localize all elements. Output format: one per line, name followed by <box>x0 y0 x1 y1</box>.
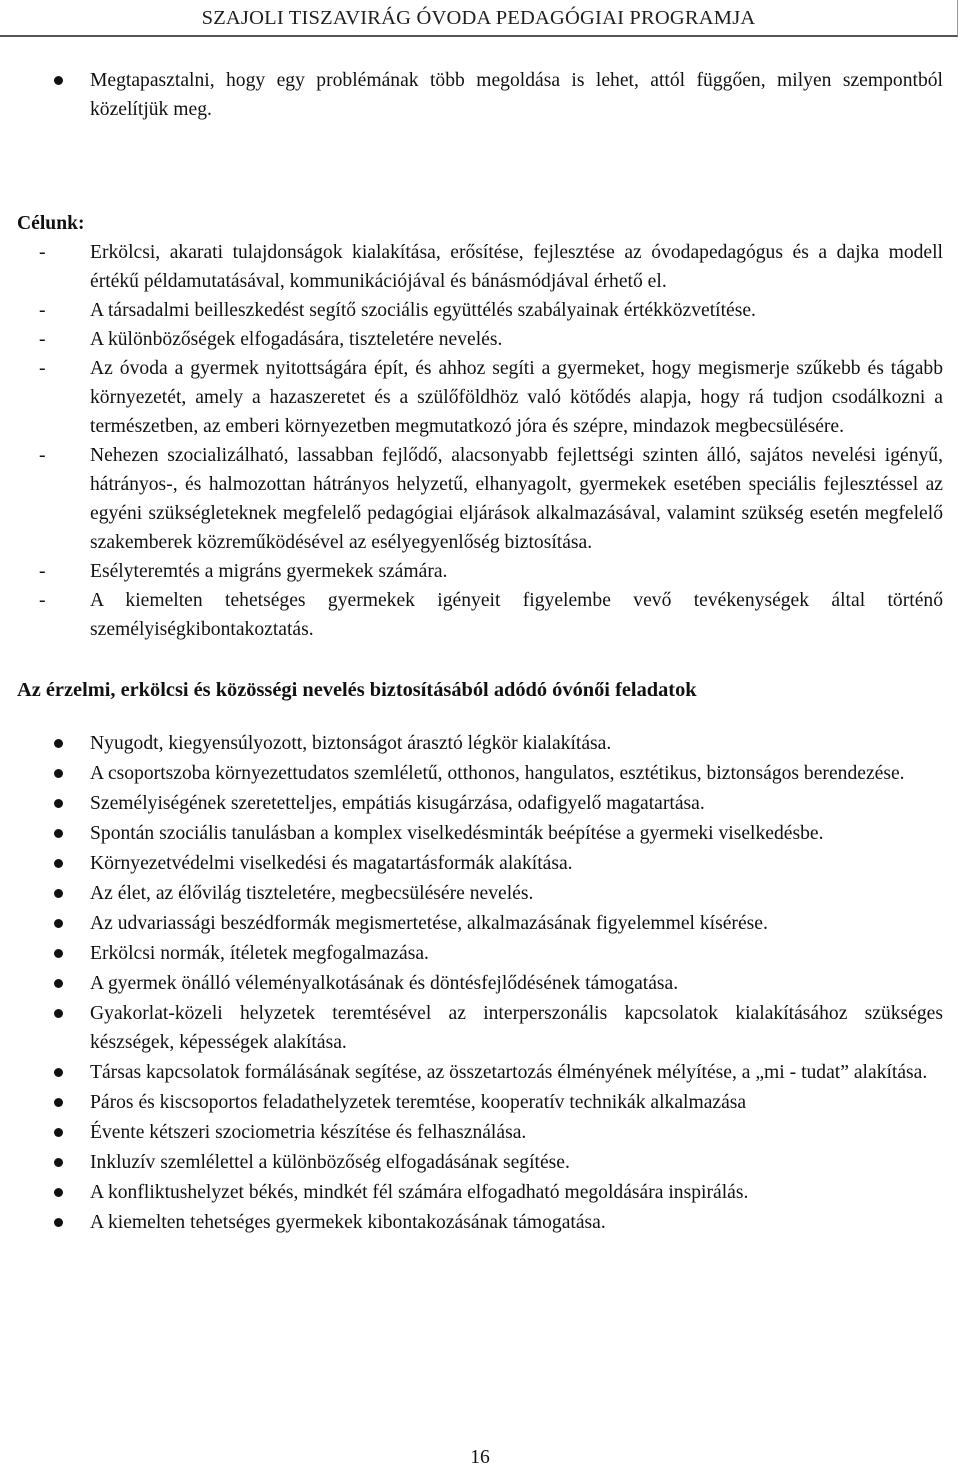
task-item: Gyakorlat-közeli helyzetek teremtésével az interperszonális kapcsolatok kialakításához szükséges készségek, képességek alakítása. <box>17 999 943 1057</box>
task-item: Inkluzív szemlélettel a különbözőség elfogadásának segítése. <box>17 1148 943 1177</box>
goal-item: - Nehezen szocializálható, lassabban fejlődő, alacsonyabb fejlettségi szinten álló, sajátos nevelési igényű, hátrányos-, és halmozottan hátrányos helyzetű, elhanyagolt, gyermekek esetében speciális fejlesztéssel az egyéni szükségleteknek megfelelő pedagógiai eljárások alkalmazásával, valamint szükség esetén megfelelő szakemberek közreműködésével az esélyegyenlőség biztosítása. <box>17 441 943 557</box>
task-item: A konfliktushelyzet békés, mindkét fél számára elfogadható megoldására inspirálás. <box>17 1178 943 1207</box>
intro-bullet-list <box>17 66 943 124</box>
goal-item: - A különbözőségek elfogadására, tiszteletére nevelés. <box>17 325 943 354</box>
goal-item: - Az óvoda a gyermek nyitottságára épít, és ahhoz segíti a gyermeket, hogy megismerje szűkebb és tágabb környezetét, amely a hazaszeretet és a szülőföldhöz való kötődés alapja, hogy rá tudjon csodálkozni a természetben, az emberi környezetben megmutatkozó jóra és szépre, mindazok megbecsülésére. <box>17 354 943 441</box>
document-title: SZAJOLI TISZAVIRÁG ÓVODA PEDAGÓGIAI PROGRAMJA <box>201 7 756 29</box>
task-item: Társas kapcsolatok formálásának segítése, az összetartozás élményének mélyítése, a „mi - tudat” alakítása. <box>17 1058 943 1087</box>
task-item: Erkölcsi normák, ítéletek megfogalmazása. <box>17 939 943 968</box>
task-item: Spontán szociális tanulásban a komplex viselkedésminták beépítése a gyermeki viselkedésbe. <box>17 819 943 848</box>
goal-item: - Esélyteremtés a migráns gyermekek számára. <box>17 557 943 586</box>
task-item: Az élet, az élővilág tiszteletére, megbecsülésére nevelés. <box>17 879 943 908</box>
tasks-list <box>17 729 943 1237</box>
task-item: Személyiségének szeretetteljes, empátiás kisugárzása, odafigyelő magatartása. <box>17 789 943 818</box>
task-item: A kiemelten tehetséges gyermekek kibontakozásának támogatása. <box>17 1208 943 1237</box>
task-item: Nyugodt, kiegyensúlyozott, biztonságot árasztó légkör kialakítása. <box>17 729 943 758</box>
page-content <box>17 66 943 1238</box>
goal-item: - A társadalmi beilleszkedést segítő szociális együttélés szabályainak értékközvetítése. <box>17 296 943 325</box>
task-item: A gyermek önálló véleményalkotásának és döntésfejlődésének támogatása. <box>17 969 943 998</box>
task-item: Az udvariassági beszédformák megismertetése, alkalmazásának figyelemmel kísérése. <box>17 909 943 938</box>
goals-list <box>17 238 943 644</box>
goals-label: Célunk: <box>17 213 85 234</box>
goal-item: - Erkölcsi, akarati tulajdonságok kialakítása, erősítése, fejlesztése az óvodapedagógus és a dajka modell értékű példamutatásával, kommunikációjával és bánásmódjával érhető el. <box>17 238 943 296</box>
goal-item: - A kiemelten tehetséges gyermekek igényeit figyelembe vevő tevékenységek által történő személyiségkibontakoztatás. <box>17 586 943 644</box>
task-item: A csoportszoba környezettudatos szemléletű, otthonos, hangulatos, esztétikus, biztonságos berendezése. <box>17 759 943 788</box>
page-header <box>0 0 958 37</box>
intro-bullet-item: Megtapasztalni, hogy egy problémának több megoldása is lehet, attól függően, milyen szempontból közelítjük meg. <box>17 66 943 124</box>
task-item: Évente kétszeri szociometria készítése és felhasználása. <box>17 1118 943 1147</box>
task-item: Környezetvédelmi viselkedési és magatartásformák alakítása. <box>17 849 943 878</box>
tasks-heading: Az érzelmi, erkölcsi és közösségi nevelés biztosításából adódó óvónői feladatok <box>17 679 697 701</box>
page-number: 16 <box>470 1447 490 1468</box>
task-item: Páros és kiscsoportos feladathelyzetek teremtése, kooperatív technikák alkalmazása <box>17 1088 943 1117</box>
